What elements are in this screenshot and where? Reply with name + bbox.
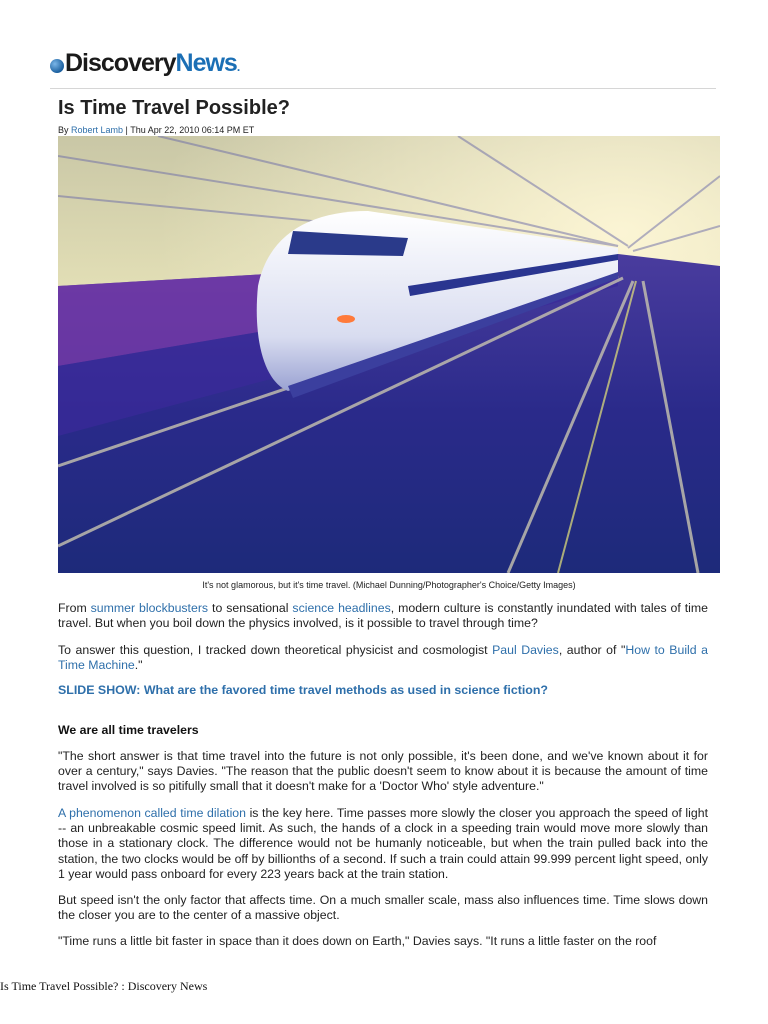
byline: By Robert Lamb | Thu Apr 22, 2010 06:14 PM ET — [58, 125, 255, 135]
article-title: Is Time Travel Possible? — [58, 97, 290, 119]
logo-news: News — [175, 49, 237, 77]
link-paul-davies[interactable]: Paul Davies — [492, 643, 559, 657]
paragraph-1: From summer blockbusters to sensational science headlines, modern culture is constantly inundated with tales of time travel. But when you boil down the physics involved, is it possible to travel through time? — [58, 601, 709, 631]
slide-show-link[interactable]: SLIDE SHOW: What are the favored time travel methods as used in science fiction? — [58, 683, 549, 697]
link-summer-blockbusters[interactable]: summer blockbusters — [90, 601, 209, 615]
discovery-news-logo[interactable] — [50, 50, 239, 80]
author-link[interactable]: Robert Lamb — [71, 125, 124, 135]
article-date: Thu Apr 22, 2010 06:14 PM ET — [130, 125, 255, 135]
paragraph-2: To answer this question, I tracked down theoretical physicist and cosmologist Paul Davies, author of "How to Build a Time Machine." — [58, 643, 708, 673]
page-footer-title: Is Time Travel Possible? : Discovery News — [0, 979, 208, 993]
globe-icon — [50, 59, 64, 73]
link-time-dilation[interactable]: A phenomenon called time dilation — [58, 806, 246, 820]
link-how-to-build-time-machine[interactable]: How to Build a Time Machine — [58, 643, 708, 673]
link-science-headlines[interactable]: science headlines — [292, 601, 391, 615]
logo-dot: . — [236, 60, 240, 74]
header-divider — [50, 88, 716, 89]
article-photo-bullet-train — [58, 136, 720, 573]
paragraph-3: "The short answer is that time travel into the future is not only possible, it's been done, and we've known about it for over a century," says Davies. "The reason that the public doesn't seem to know about it is because the amount of time travel involved is so pitifully small that it doesn't make for a 'Doctor Who' style adventure." — [58, 749, 708, 794]
paragraph-5: But speed isn't the only factor that affects time. On a much smaller scale, mass also influences time. Time slows down the closer you are to the center of a massive object. — [58, 893, 708, 923]
image-caption: It's not glamorous, but it's time travel. (Michael Dunning/Photographer's Choice/Getty Images) — [202, 580, 576, 590]
paragraph-4: A phenomenon called time dilation is the key here. Time passes more slowly the closer you approach the speed of light -- an unbreakable cosmic speed limit. As such, the hands of a clock in a speeding train would move more slowly than those in a stationary clock. The difference would not be humanly noticeable, but when the train pulled back into the station, the two clocks would be off by billionths of a second. If such a train could attain 99.999 percent light speed, only 1 year would pass onboard for every 223 years back at the train station. — [58, 806, 708, 881]
paragraph-6: "Time runs a little bit faster in space than it does down on Earth," Davies says. "It runs a little faster on the roof — [58, 934, 657, 948]
section-subheading: We are all time travelers — [58, 723, 199, 737]
logo-discovery: Discovery — [65, 49, 176, 77]
